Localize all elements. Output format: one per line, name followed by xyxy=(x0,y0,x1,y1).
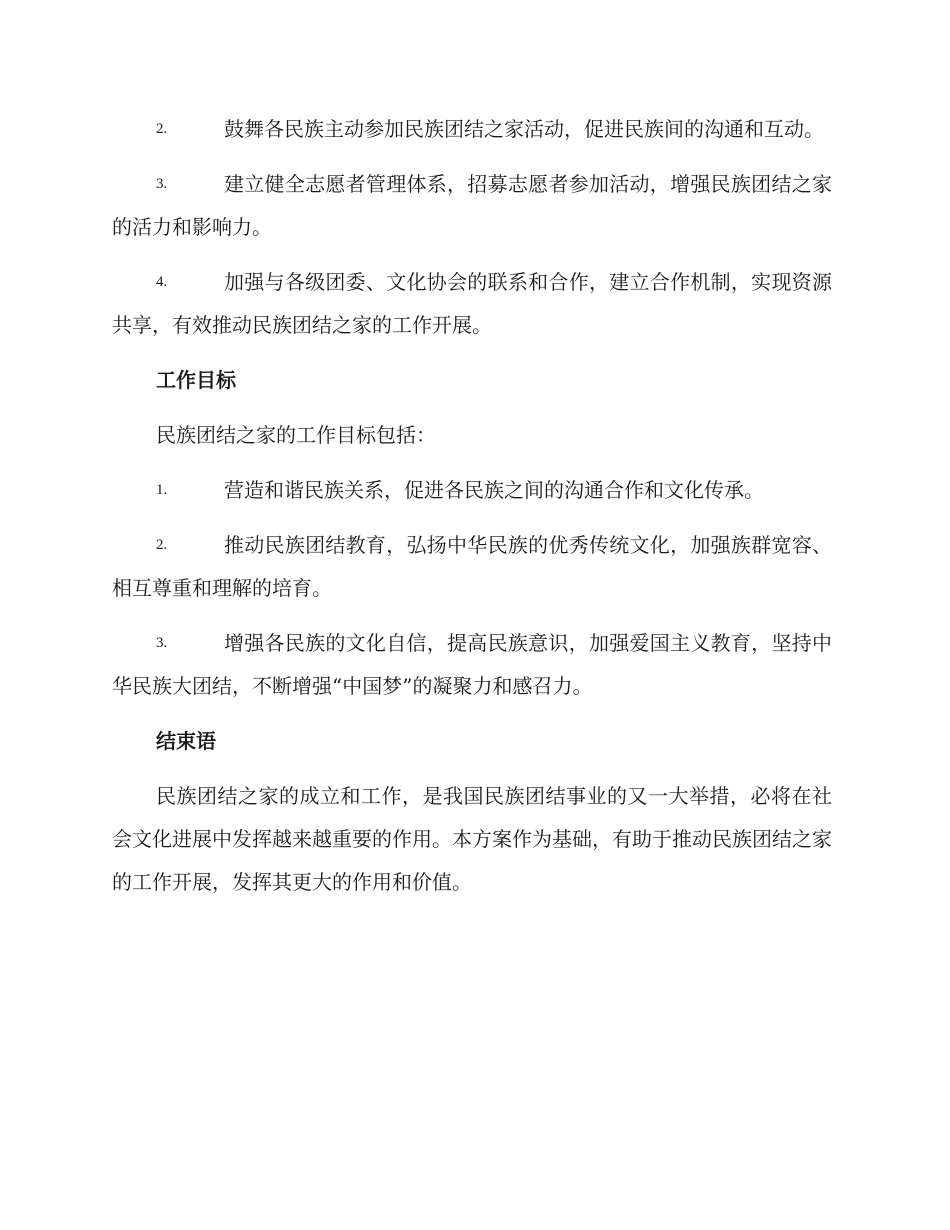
list-text: 营造和谐民族关系，促进各民族之间的沟通合作和文化传承。 xyxy=(224,478,764,502)
list-item xyxy=(112,261,832,347)
list-item xyxy=(112,108,832,151)
list-item xyxy=(112,622,832,708)
list-text: 增强各民族的文化自信，提高民族意识，加强爱国主义教育，坚持中华民族大团结，不断增强“中国梦”的凝聚力和感召力。 xyxy=(112,631,832,698)
list-item xyxy=(112,469,832,512)
list-number: 3. xyxy=(156,635,168,651)
goals-heading: 工作目标 xyxy=(156,368,236,392)
list-text: 推动民族团结教育，弘扬中华民族的优秀传统文化，加强族群宽容、相互尊重和理解的培育。 xyxy=(112,533,832,600)
list-text: 加强与各级团委、文化协会的联系和合作，建立合作机制，实现资源共享，有效推动民族团结之家的工作开展。 xyxy=(112,270,832,337)
conclusion-paragraph: 民族团结之家的成立和工作，是我国民族团结事业的又一大举措，必将在社会文化进展中发挥越来越重要的作用。本方案作为基础，有助于推动民族团结之家的工作开展，发挥其更大的作用和价值。 xyxy=(112,784,832,894)
list-number: 3. xyxy=(156,176,168,192)
document-page xyxy=(112,108,832,916)
list-number: 2. xyxy=(156,537,168,553)
list-text: 建立健全志愿者管理体系，招募志愿者参加活动，增强民族团结之家的活力和影响力。 xyxy=(112,172,832,239)
goals-intro: 民族团结之家的工作目标包括： xyxy=(156,423,436,447)
list-number: 2. xyxy=(156,121,168,137)
list-text: 鼓舞各民族主动参加民族团结之家活动，促进民族间的沟通和互动。 xyxy=(224,117,824,141)
conclusion-heading: 结束语 xyxy=(156,729,216,753)
list-number: 4. xyxy=(156,274,168,290)
list-item xyxy=(112,524,832,610)
list-number: 1. xyxy=(156,482,168,498)
list-item xyxy=(112,163,832,249)
